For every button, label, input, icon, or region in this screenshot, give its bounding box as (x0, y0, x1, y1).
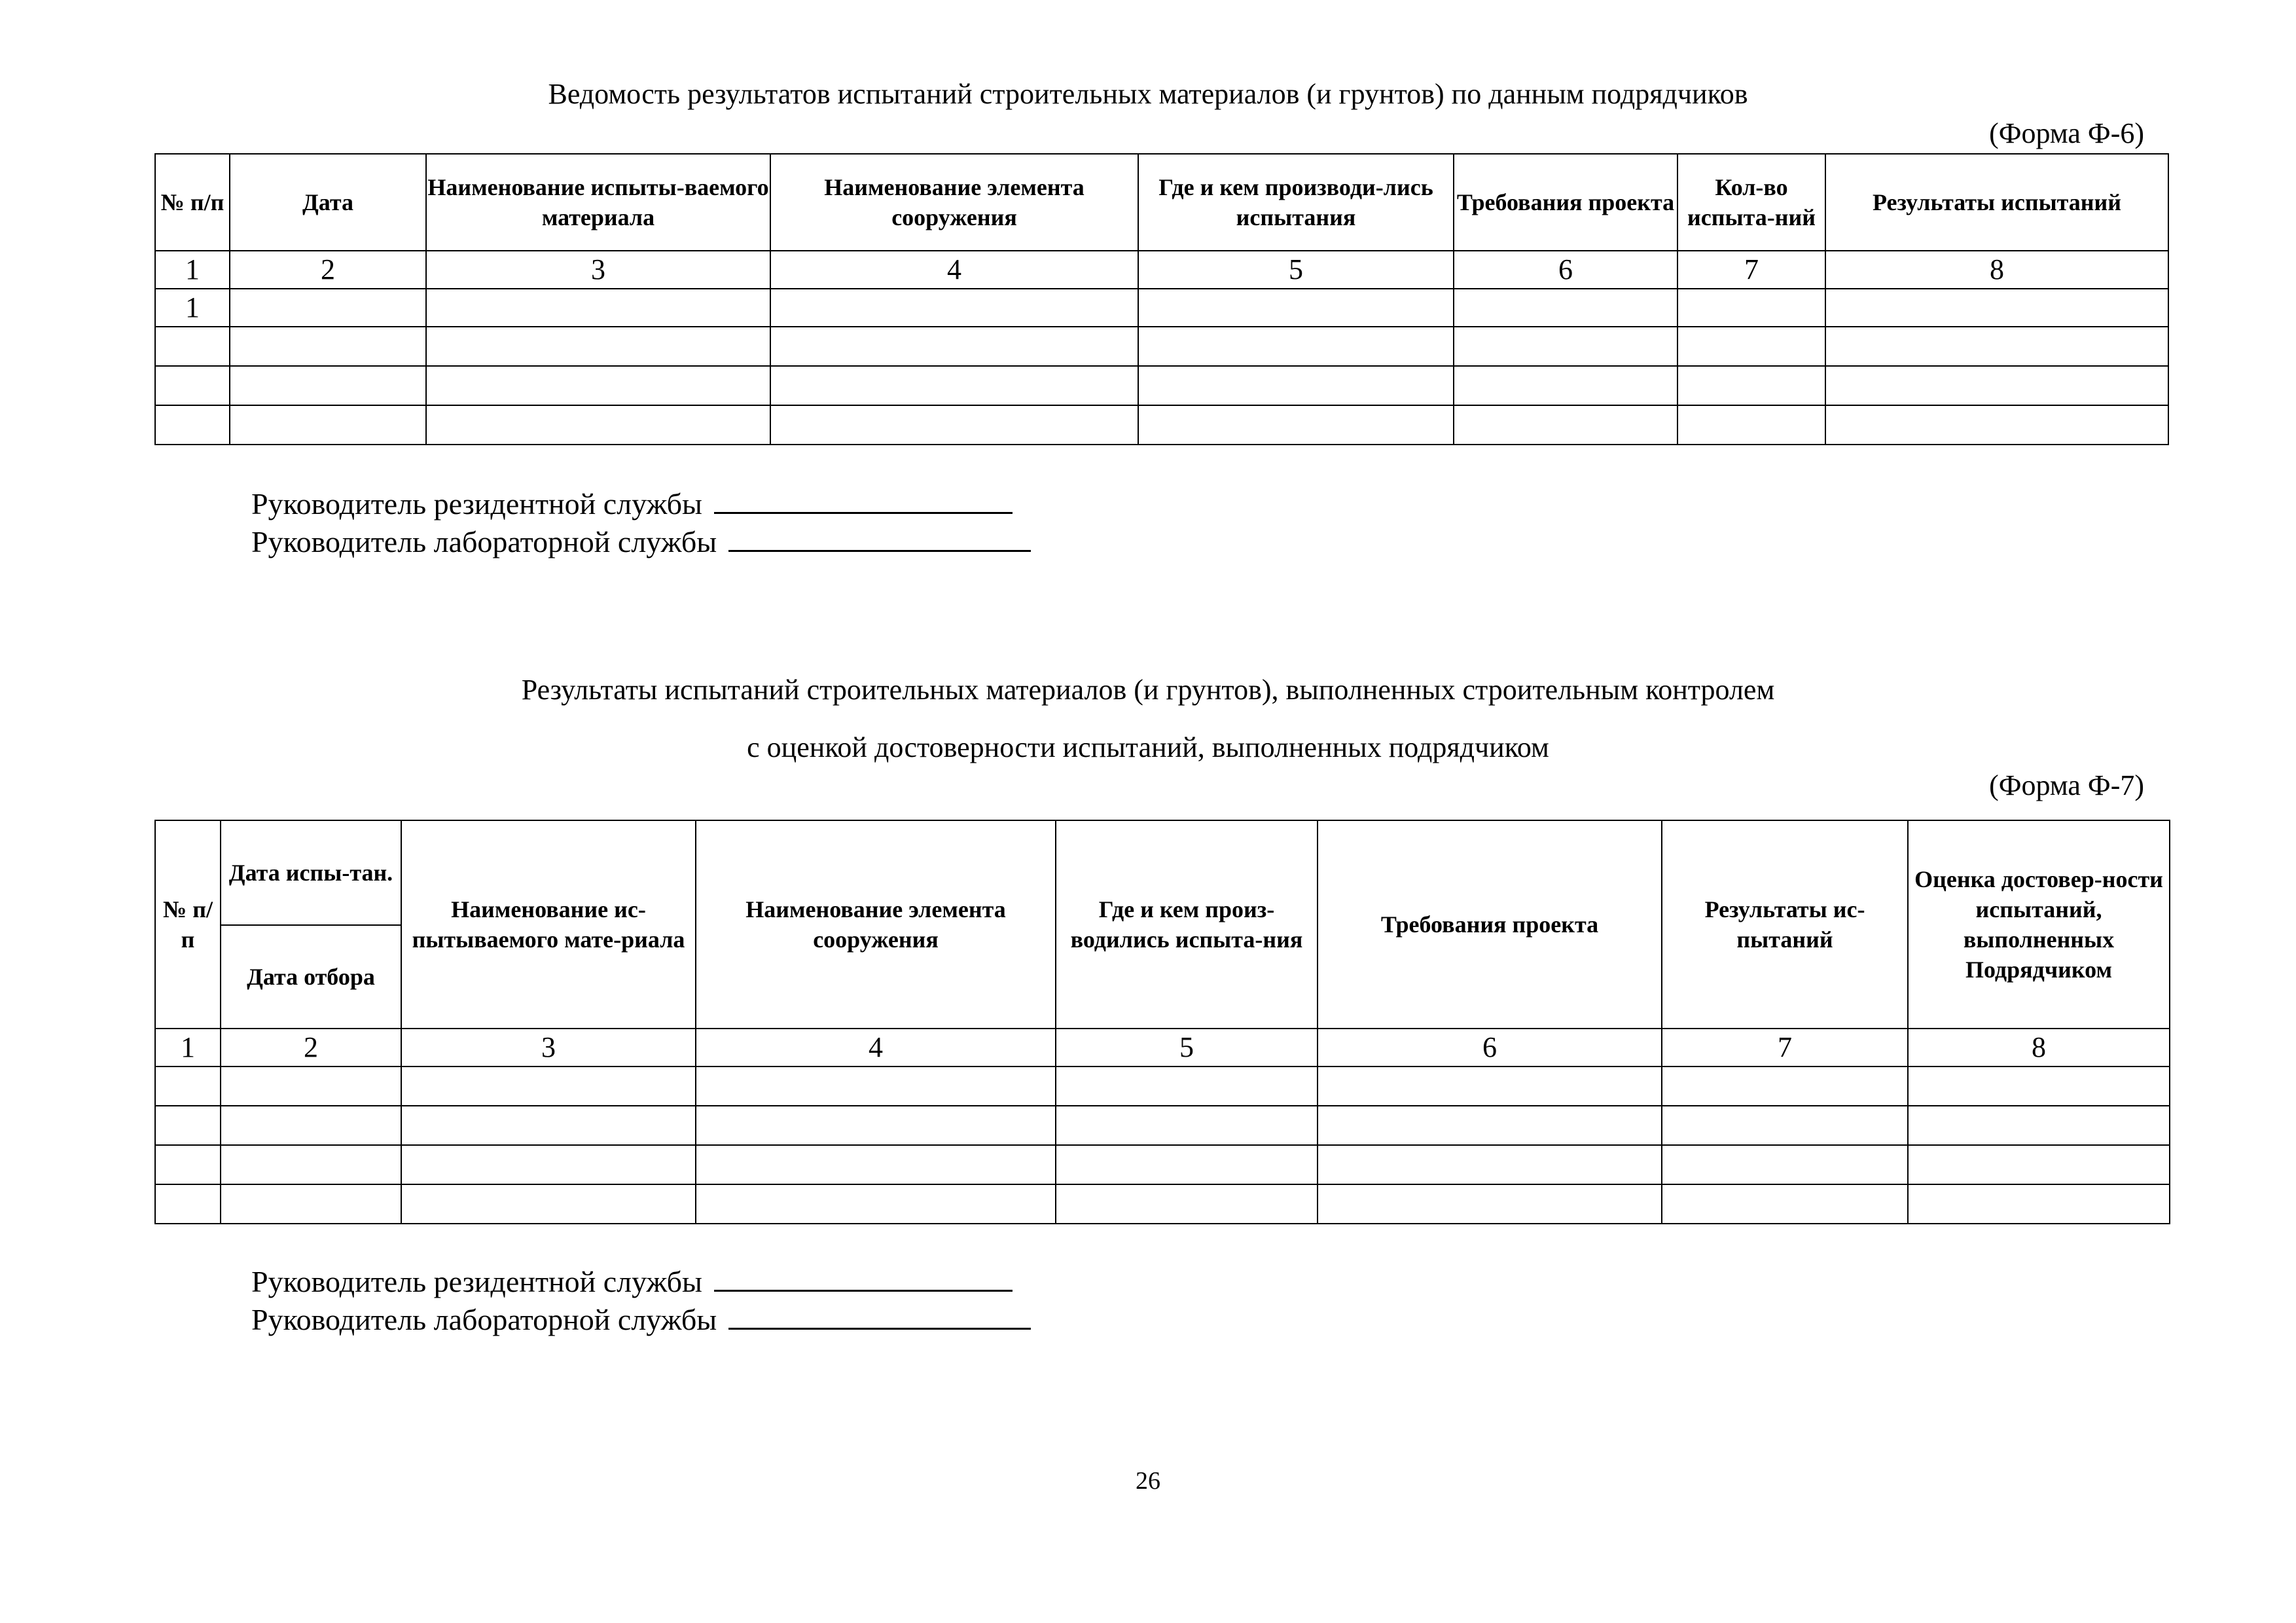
table-cell[interactable] (230, 289, 426, 327)
column-number-cell: 7 (1662, 1029, 1908, 1067)
form6-header-cell: Результаты испытаний (1825, 154, 2168, 251)
form7-header-cell: Дата испы-тан. (221, 820, 401, 925)
table-cell[interactable] (155, 1145, 221, 1184)
table-cell[interactable] (1908, 1106, 2170, 1145)
column-number-cell: 2 (230, 251, 426, 289)
form7-header-cell: Оценка достовер-ности испытаний, выполненных Подрядчиком (1908, 820, 2170, 1029)
form7-header-cell: № п/ п (155, 820, 221, 1029)
table-cell[interactable] (1056, 1106, 1318, 1145)
form7-table (154, 820, 2170, 1224)
form7-header-cell: Наименование элемента сооружения (696, 820, 1056, 1029)
table-cell[interactable] (1908, 1184, 2170, 1224)
table-cell[interactable] (1662, 1067, 1908, 1106)
form6-header-cell: Кол-во испыта-ний (1677, 154, 1825, 251)
signature-label: Руководитель лабораторной службы (251, 1303, 717, 1336)
column-number-cell: 5 (1056, 1029, 1318, 1067)
table-cell[interactable] (1662, 1106, 1908, 1145)
table-row (155, 366, 2168, 405)
table-cell[interactable] (155, 327, 230, 366)
table-cell[interactable] (401, 1184, 696, 1224)
table-cell[interactable] (401, 1145, 696, 1184)
table-cell[interactable] (1908, 1067, 2170, 1106)
signature-line[interactable] (728, 1302, 1031, 1330)
column-number-cell: 7 (1677, 251, 1825, 289)
column-number-cell: 5 (1138, 251, 1454, 289)
table-cell[interactable] (221, 1184, 401, 1224)
table-cell[interactable] (1056, 1184, 1318, 1224)
table-cell[interactable] (696, 1184, 1056, 1224)
table-cell[interactable] (401, 1067, 696, 1106)
table-cell[interactable] (770, 405, 1138, 445)
table-cell[interactable] (1056, 1067, 1318, 1106)
table-cell[interactable] (1138, 289, 1454, 327)
form6-column-number-row (155, 251, 2168, 289)
table-cell[interactable] (1825, 405, 2168, 445)
table-cell[interactable] (1454, 366, 1677, 405)
form7-label: (Форма Ф-7) (1989, 769, 2144, 801)
table-cell[interactable]: 1 (155, 289, 230, 327)
table-cell[interactable] (1677, 366, 1825, 405)
table-cell[interactable] (1825, 327, 2168, 366)
table-cell[interactable] (1662, 1184, 1908, 1224)
table-row (155, 1106, 2170, 1145)
table-cell[interactable] (696, 1067, 1056, 1106)
form6-table (154, 153, 2169, 445)
column-number-cell: 8 (1825, 251, 2168, 289)
table-cell[interactable] (1138, 405, 1454, 445)
table-cell[interactable] (696, 1106, 1056, 1145)
table-row (155, 1145, 2170, 1184)
table-cell[interactable] (401, 1106, 696, 1145)
form6-title: Ведомость результатов испытаний строительных материалов (и грунтов) по данным подрядчиков (548, 78, 1748, 110)
table-cell[interactable] (1318, 1184, 1662, 1224)
table-cell[interactable] (155, 405, 230, 445)
form7-header-cell: Результаты ис-пытаний (1662, 820, 1908, 1029)
column-number-cell: 6 (1318, 1029, 1662, 1067)
table-cell[interactable] (1825, 289, 2168, 327)
signature-line[interactable] (714, 1264, 1013, 1292)
table-cell[interactable] (1454, 405, 1677, 445)
signature-label: Руководитель резидентной службы (251, 1265, 702, 1298)
table-row (155, 327, 2168, 366)
table-row (155, 1184, 2170, 1224)
table-cell[interactable] (221, 1106, 401, 1145)
form7-title-line2: с оценкой достоверности испытаний, выполненных подрядчиком (747, 731, 1549, 763)
table-cell[interactable] (1677, 405, 1825, 445)
column-number-cell: 6 (1454, 251, 1677, 289)
form6-header-row (155, 154, 2168, 251)
table-cell[interactable] (426, 289, 770, 327)
table-cell[interactable] (426, 366, 770, 405)
table-cell[interactable] (770, 289, 1138, 327)
signature-label: Руководитель лабораторной службы (251, 525, 717, 558)
table-cell[interactable] (230, 405, 426, 445)
table-cell[interactable] (221, 1067, 401, 1106)
form7-column-number-row (155, 1029, 2170, 1067)
page-number: 26 (1136, 1467, 1160, 1495)
table-cell[interactable] (230, 327, 426, 366)
table-cell[interactable] (1318, 1106, 1662, 1145)
form7-signature-lab (251, 1302, 1031, 1337)
table-cell[interactable] (1138, 327, 1454, 366)
form7-title-line1: Результаты испытаний строительных материалов (и грунтов), выполненных строительным контролем (521, 674, 1775, 706)
column-number-cell: 3 (426, 251, 770, 289)
form7-header-cell: Наименование ис-пытываемого мате-риала (401, 820, 696, 1029)
column-number-cell: 3 (401, 1029, 696, 1067)
table-cell[interactable] (221, 1145, 401, 1184)
form6-header-cell: Наименование испыты-ваемого материала (426, 154, 770, 251)
table-cell[interactable] (1454, 289, 1677, 327)
table-cell[interactable] (1662, 1145, 1908, 1184)
table-row (155, 405, 2168, 445)
form7-signature-resident (251, 1264, 1013, 1299)
table-cell[interactable] (1825, 366, 2168, 405)
form7-header-cell: Где и кем произ-водились испыта-ния (1056, 820, 1318, 1029)
table-cell[interactable] (230, 366, 426, 405)
table-cell[interactable] (770, 327, 1138, 366)
table-cell[interactable] (1677, 289, 1825, 327)
table-cell[interactable] (1677, 327, 1825, 366)
form6-header-cell: Дата (230, 154, 426, 251)
form6-label: (Форма Ф-6) (1989, 117, 2144, 149)
table-cell[interactable] (1908, 1145, 2170, 1184)
table-cell[interactable] (1318, 1067, 1662, 1106)
column-number-cell: 4 (696, 1029, 1056, 1067)
table-cell[interactable] (1454, 327, 1677, 366)
signature-label: Руководитель резидентной службы (251, 487, 702, 520)
table-cell[interactable] (696, 1145, 1056, 1184)
column-number-cell: 4 (770, 251, 1138, 289)
form7-header-cell: Требования проекта (1318, 820, 1662, 1029)
form6-header-cell: Где и кем производи-лись испытания (1138, 154, 1454, 251)
form6-header-cell: № п/п (155, 154, 230, 251)
column-number-cell: 8 (1908, 1029, 2170, 1067)
column-number-cell: 1 (155, 1029, 221, 1067)
form7-header-cell: Дата отбора (221, 925, 401, 1029)
form6-signature-lab (251, 524, 1031, 559)
table-cell[interactable] (155, 1106, 221, 1145)
form6-signature-resident (251, 486, 1013, 521)
table-row (155, 1067, 2170, 1106)
signature-line[interactable] (728, 524, 1031, 552)
table-cell[interactable] (1318, 1145, 1662, 1184)
table-cell[interactable] (1138, 366, 1454, 405)
table-cell[interactable] (1056, 1145, 1318, 1184)
table-row (155, 289, 2168, 327)
column-number-cell: 2 (221, 1029, 401, 1067)
table-cell[interactable] (426, 327, 770, 366)
table-cell[interactable] (155, 1067, 221, 1106)
form7-header-row (155, 820, 2170, 925)
table-cell[interactable] (426, 405, 770, 445)
form6-header-cell: Наименование элемента сооружения (770, 154, 1138, 251)
table-cell[interactable] (155, 366, 230, 405)
table-cell[interactable] (155, 1184, 221, 1224)
signature-line[interactable] (714, 486, 1013, 514)
table-cell[interactable] (770, 366, 1138, 405)
column-number-cell: 1 (155, 251, 230, 289)
form6-header-cell: Требования проекта (1454, 154, 1677, 251)
